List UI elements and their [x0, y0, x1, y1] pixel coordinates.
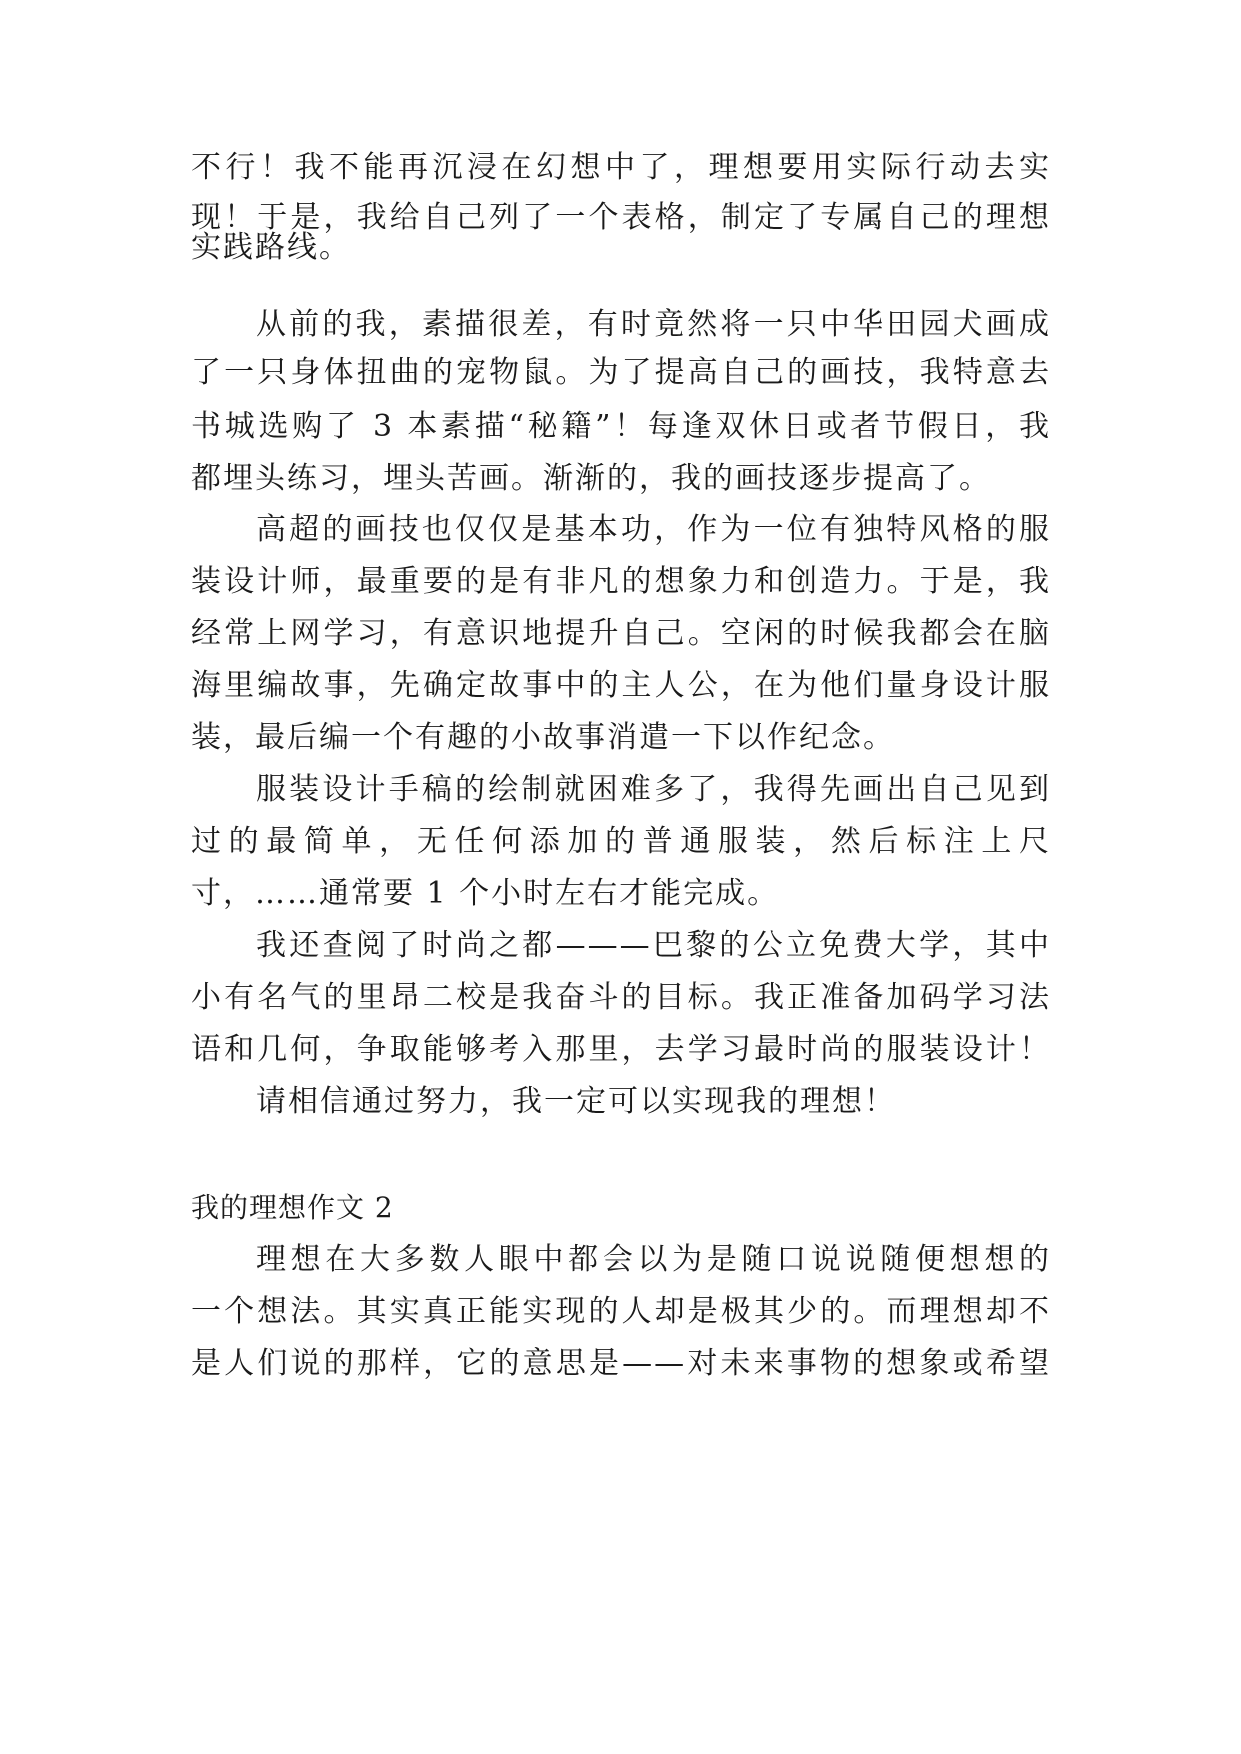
section-heading: 我的理想作文 2 [191, 1191, 394, 1224]
text-line: 是人们说的那样，它的意思是——对未来事物的想象或希望 [191, 1346, 1051, 1381]
text-line: 都埋头练习，埋头苦画。渐渐的，我的画技逐步提高了。 [191, 461, 991, 496]
text-line: 小有名气的里昂二校是我奋斗的目标。我正准备加码学习法 [191, 980, 1051, 1015]
text-line: 一个想法。其实真正能实现的人却是极其少的。而理想却不 [191, 1294, 1051, 1329]
text-line: 了一只身体扭曲的宠物鼠。为了提高自己的画技，我特意去 [191, 355, 1051, 390]
text-line: 海里编故事，先确定故事中的主人公，在为他们量身设计服 [191, 668, 1051, 703]
text-line: 语和几何，争取能够考入那里，去学习最时尚的服装设计！ [191, 1032, 1051, 1067]
text-line: 请相信通过努力，我一定可以实现我的理想！ [256, 1084, 896, 1119]
text-line: 我还查阅了时尚之都———巴黎的公立免费大学，其中 [256, 928, 1051, 963]
text-line: 实践路线。 [191, 230, 351, 265]
text-line: 装，最后编一个有趣的小故事消遣一下以作纪念。 [191, 720, 895, 755]
text-line: 过的最简单，无任何添加的普通服装，然后标注上尺 [191, 824, 1051, 859]
text-line: 现！于是，我给自己列了一个表格，制定了专属自己的理想 [191, 200, 1051, 235]
text-line: 从前的我，素描很差，有时竟然将一只中华田园犬画成 [256, 307, 1051, 342]
text-line: 装设计师，最重要的是有非凡的想象力和创造力。于是，我 [191, 564, 1051, 599]
text-line: 理想在大多数人眼中都会以为是随口说说随便想想的 [256, 1242, 1051, 1277]
text-line: 高超的画技也仅仅是基本功，作为一位有独特风格的服 [256, 512, 1051, 547]
text-line: 服装设计手稿的绘制就困难多了，我得先画出自己见到 [256, 772, 1051, 807]
text-line: 不行！我不能再沉浸在幻想中了，理想要用实际行动去实 [191, 150, 1051, 185]
text-line: 经常上网学习，有意识地提升自己。空闲的时候我都会在脑 [191, 616, 1051, 651]
text-line: 书城选购了 3 本素描“秘籍”！每逢双休日或者节假日，我 [191, 409, 1051, 444]
text-line: 寸，……通常要 1 个小时左右才能完成。 [191, 876, 780, 911]
